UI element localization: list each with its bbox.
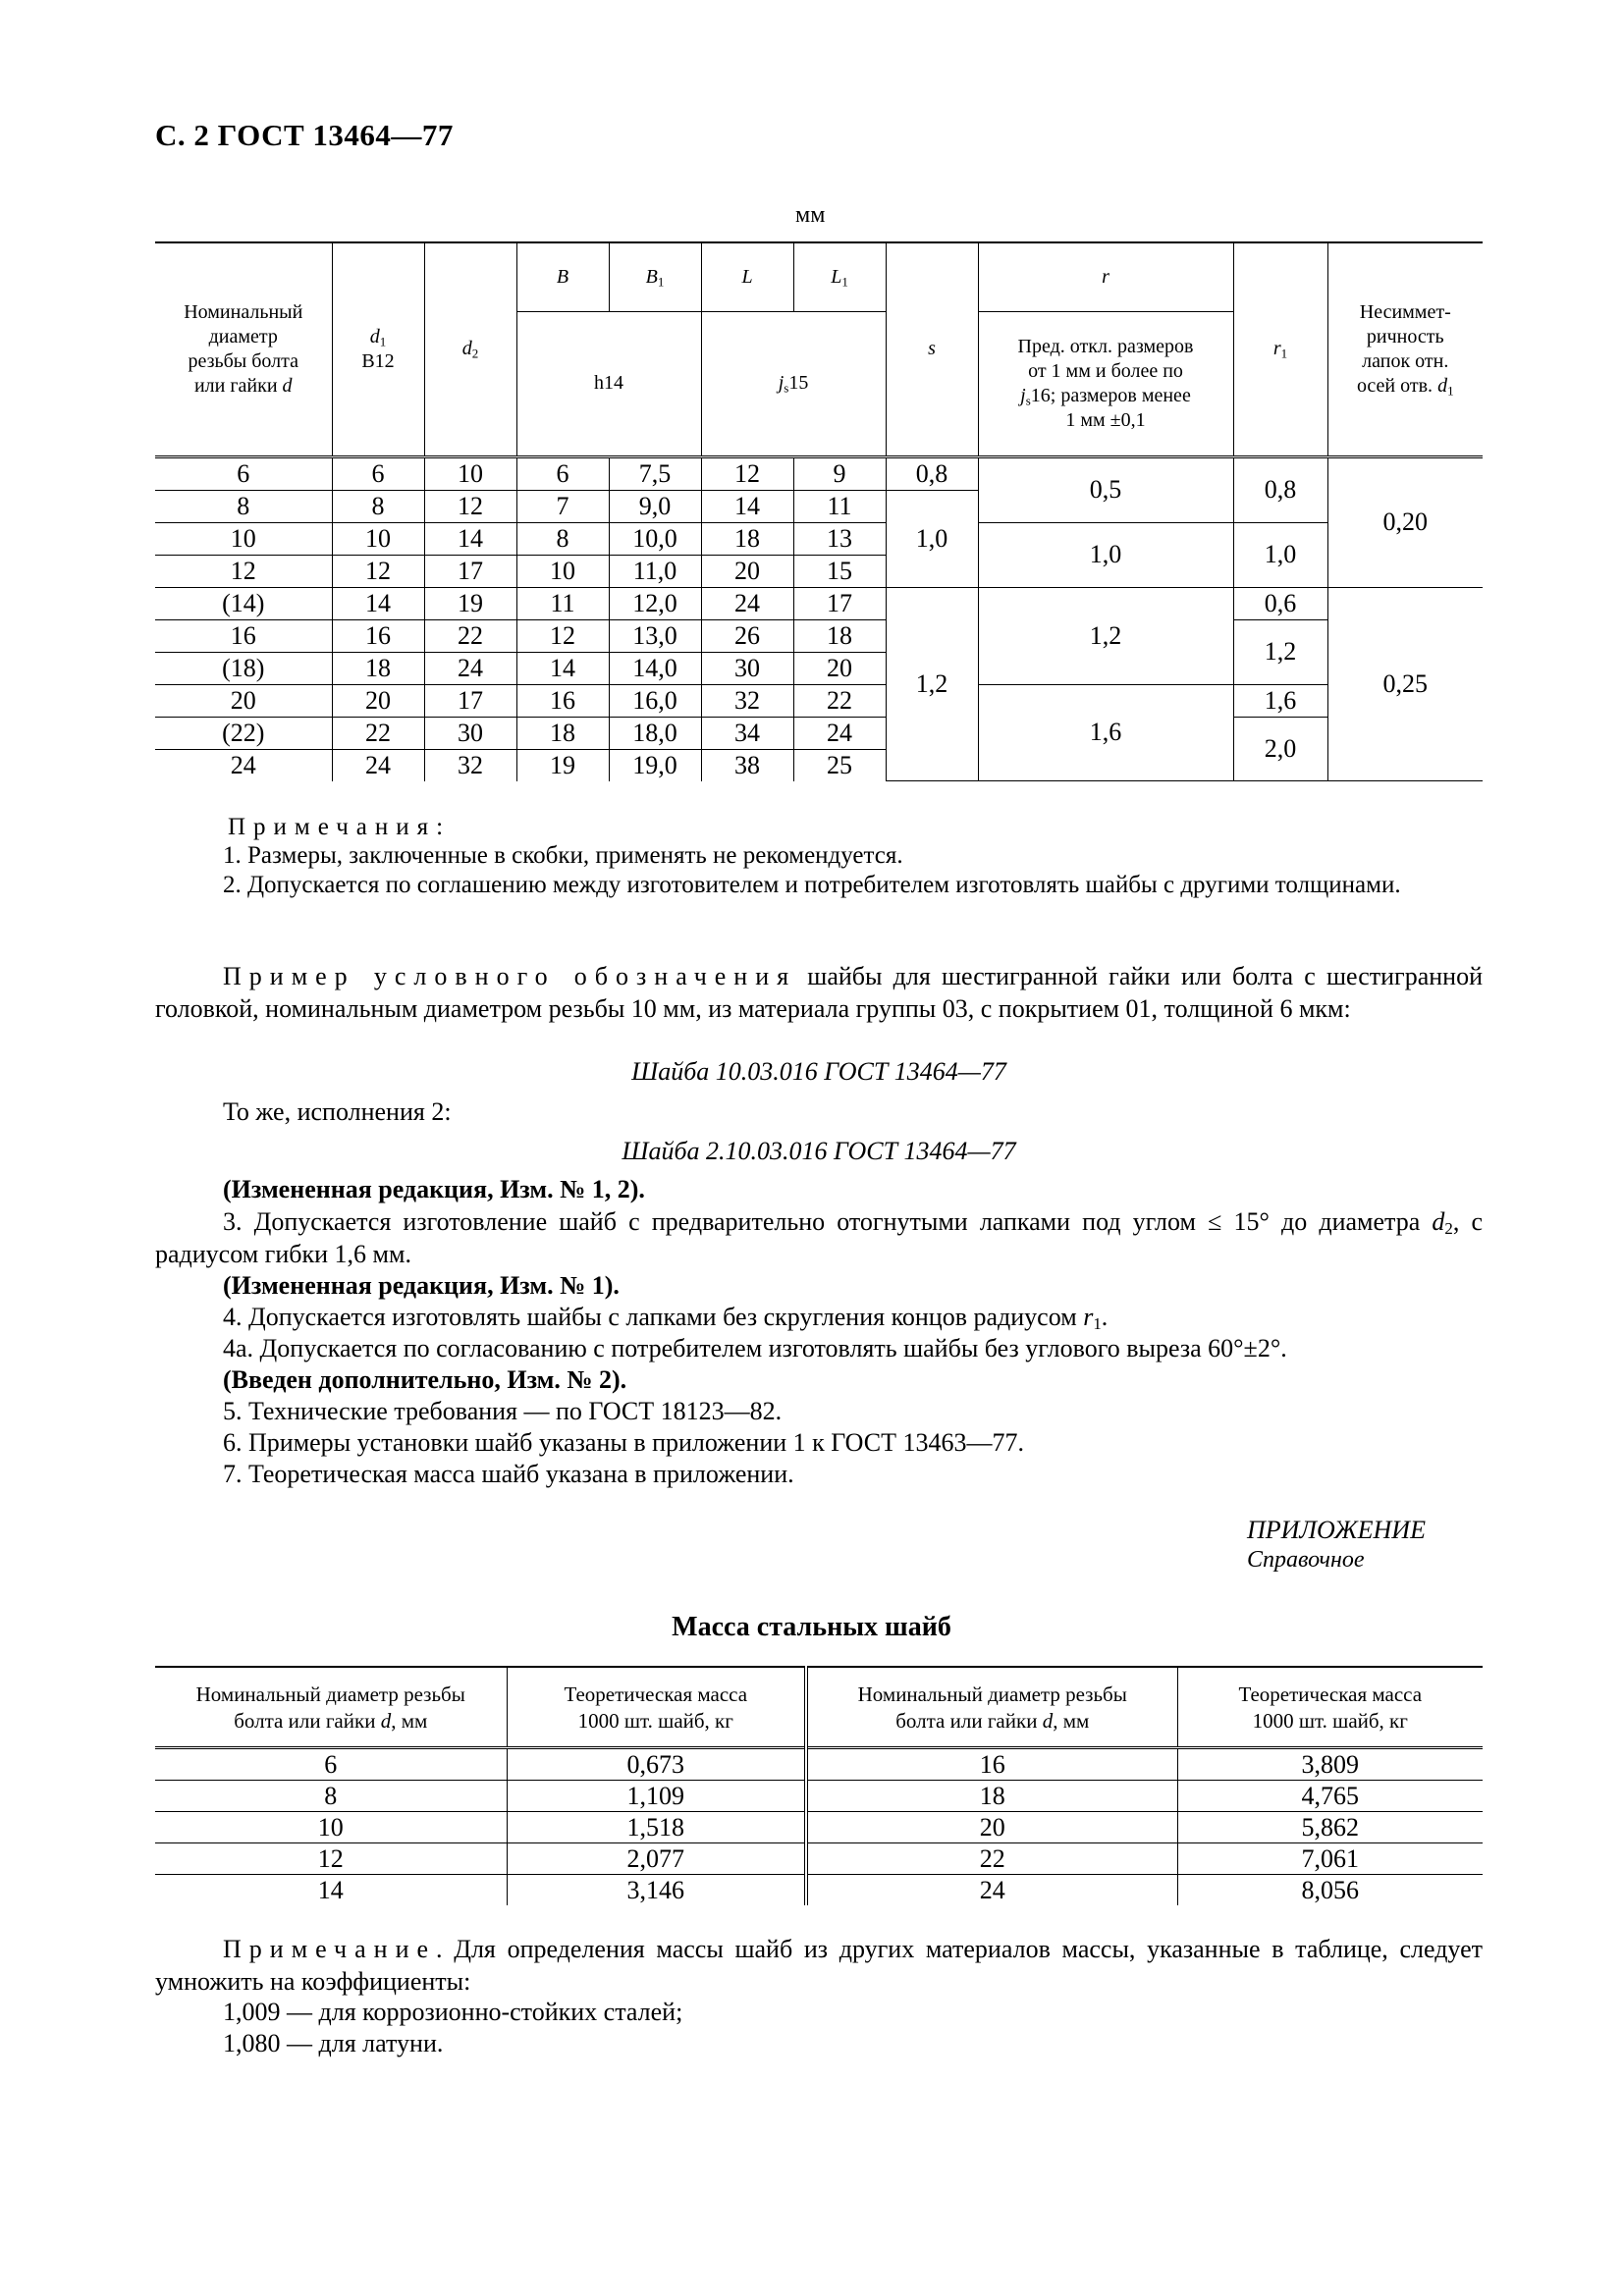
table-row: 6 0,673 16 3,809 [155, 1748, 1483, 1781]
changed-edition-12: (Измененная редакция, Изм. № 1, 2). [223, 1175, 645, 1203]
appendix-subtitle: Справочное [1247, 1547, 1365, 1573]
header-mass-2: Теоретическая масса 1000 шт. шайб, кг [1177, 1667, 1483, 1748]
r1-value: 0,6 [1233, 587, 1327, 619]
mass-table [155, 1666, 1483, 1905]
page-header: С. 2 ГОСТ 13464—77 [155, 118, 454, 152]
header-d2: $d_2$ [424, 242, 516, 456]
table-row: 24 24 32 19 19,0 38 25 [155, 749, 1483, 781]
designation-2: Шайба 2.10.03.016 ГОСТ 13464—77 [622, 1137, 1016, 1165]
r1-value: 1,2 [1233, 619, 1327, 684]
mass-note: Примечание. Для определения массы шайб из других материалов массы, указанные в таблице, следует умножить на коэффициенты: [155, 1935, 1483, 1996]
table-row: 10 1,518 20 5,862 [155, 1812, 1483, 1843]
table-row: 14 3,146 24 8,056 [155, 1875, 1483, 1906]
asymmetry-value: 0,20 [1327, 456, 1483, 587]
example-paragraph: Пример условного обозначения шайбы для шестигранной гайки или болта с шестигранной головкой, номинальным диаметром резьбы 10 мм, из материала группы 03, с покрытием 01, толщиной 6 мкм: [155, 962, 1483, 1023]
r-value: 0,5 [978, 456, 1233, 522]
coefficient-2: 1,080 — для латуни. [223, 2029, 444, 2057]
header-s: s [886, 242, 978, 456]
r-value: 1,2 [978, 587, 1233, 684]
s-value: 1,2 [886, 587, 978, 781]
added-2: (Введен дополнительно, Изм. № 2). [223, 1365, 627, 1394]
changed-edition-1: (Измененная редакция, Изм. № 1). [223, 1271, 620, 1300]
appendix-title: ПРИЛОЖЕНИЕ [1247, 1516, 1426, 1544]
table-row: 20 20 17 16 16,0 32 22 1,6 1,6 [155, 684, 1483, 717]
table-row: 12 2,077 22 7,061 [155, 1843, 1483, 1875]
r-value: 1,0 [978, 522, 1233, 587]
note-1: 1. Размеры, заключенные в скобки, применять не рекомендуется. [223, 842, 903, 869]
header-diameter-1: Номинальный диаметр резьбы болта или гайки d, мм [155, 1667, 507, 1748]
header-mass-1: Теоретическая масса 1000 шт. шайб, кг [507, 1667, 806, 1748]
r1-value: 2,0 [1233, 717, 1327, 781]
notes-title: Примечания: [228, 814, 452, 840]
header-B: B [516, 242, 609, 311]
same-execution-2: То же, исполнения 2: [223, 1097, 452, 1126]
table-row: 8 1,109 18 4,765 [155, 1781, 1483, 1812]
units-label: мм [795, 202, 826, 228]
table-row: 6 6 10 6 7,5 12 9 0,8 0,5 0,8 0,20 [155, 456, 1483, 490]
mass-table-title: Масса стальных шайб [672, 1612, 951, 1642]
table-row: (14) 14 19 11 12,0 24 17 1,2 1,2 0,6 0,25 [155, 587, 1483, 619]
table-row: (22) 22 30 18 18,0 34 24 2,0 [155, 717, 1483, 749]
coefficient-1: 1,009 — для коррозионно-стойких сталей; [223, 1998, 683, 2026]
header-L1: $L_1$ [793, 242, 886, 311]
s-value: 1,0 [886, 490, 978, 587]
table-row: 10 10 14 8 10,0 18 13 1,0 1,0 [155, 522, 1483, 555]
item-3: 3. Допускается изготовление шайб с предварительно отогнутыми лапками под углом ≤ 15° до диаметра $d_2$, с радиусом гибки 1,6 мм. [155, 1207, 1483, 1268]
header-r: r [978, 242, 1233, 311]
r1-value: 1,6 [1233, 684, 1327, 717]
header-nominal-diameter: Номинальный диаметр резьбы болта или гайки d [155, 242, 332, 456]
header-r-tolerance: Пред. откл. размеров от 1 мм и более по $j_s16$; размеров менее 1 мм ±0,1 [978, 311, 1233, 456]
header-r1: $r_1$ [1233, 242, 1327, 456]
asymmetry-value: 0,25 [1327, 587, 1483, 781]
item-7: 7. Теоретическая масса шайб указана в приложении. [223, 1460, 794, 1488]
dimensions-table [155, 241, 1483, 781]
header-diameter-2: Номинальный диаметр резьбы болта или гайки d, мм [806, 1667, 1177, 1748]
header-B1: $B_1$ [609, 242, 701, 311]
item-5: 5. Технические требования — по ГОСТ 18123—82. [223, 1397, 783, 1425]
header-d1: $d_1$ B12 [332, 242, 424, 456]
r-value: 1,6 [978, 684, 1233, 781]
header-asymmetry: Несиммет- ричность лапок отн. осей отв. $d_1$ [1327, 242, 1483, 456]
r1-value: 0,8 [1233, 456, 1327, 522]
header-js15: $j_s15$ [701, 311, 886, 456]
s-value: 0,8 [886, 456, 978, 490]
header-L: L [701, 242, 793, 311]
header-h14: h14 [516, 311, 701, 456]
table-row: 12 12 17 10 11,0 20 15 [155, 555, 1483, 587]
note-2: 2. Допускается по соглашению между изготовителем и потребителем изготовлять шайбы с другими толщинами. [223, 872, 1401, 898]
table-row: 8 8 12 7 9,0 14 11 1,0 [155, 490, 1483, 522]
r1-value: 1,0 [1233, 522, 1327, 587]
designation-1: Шайба 10.03.016 ГОСТ 13464—77 [631, 1057, 1006, 1086]
item-4a: 4а. Допускается по согласованию с потребителем изготовлять шайбы без углового выреза 60°±2°. [223, 1334, 1287, 1362]
table-row: (18) 18 24 14 14,0 30 20 [155, 652, 1483, 684]
table-row: 16 16 22 12 13,0 26 18 1,2 [155, 619, 1483, 652]
item-4: 4. Допускается изготовлять шайбы с лапками без скругления концов радиусом $r_1$. [223, 1303, 1109, 1334]
item-6: 6. Примеры установки шайб указаны в приложении 1 к ГОСТ 13463—77. [223, 1428, 1024, 1457]
